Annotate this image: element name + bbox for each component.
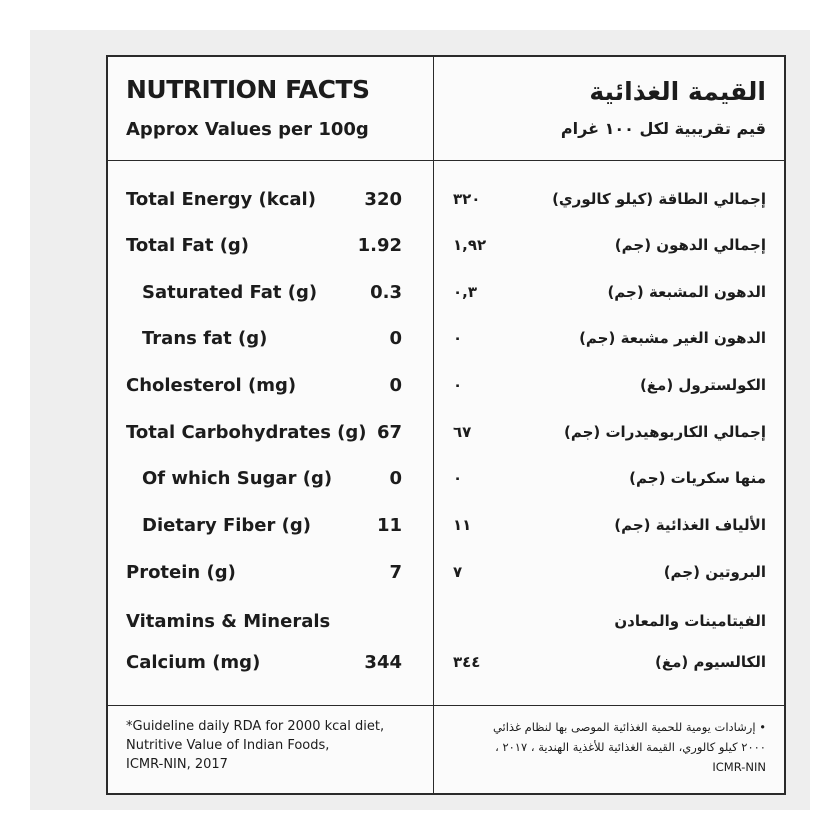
nutrient-row-carbohydrates [108,418,784,450]
nutrient-name-ar: إجمالي الكاربوهيدرات (جم) [563,423,766,441]
nutrient-name-en: Vitamins & Minerals [126,611,331,632]
nutrient-row-cholesterol [108,371,784,403]
nutrient-row-fiber [108,511,784,543]
nutrient-value-en: 0 [389,375,402,396]
nutrient-value-ar: ٠ [453,376,463,394]
nutrient-value-ar: ٠ [453,469,463,487]
nutrient-name-en: Cholesterol (mg) [126,375,297,396]
nutrient-value-en: 0.3 [370,282,402,303]
nutrient-value-ar: ٣٤٤ [453,653,481,671]
nutrient-row-calcium [108,648,784,680]
nutrient-name-ar: الدهون المشبعة (جم) [607,283,766,301]
nutrient-value-en: 0 [389,328,402,349]
nutrient-name-ar: الدهون الغير مشبعة (جم) [579,329,766,347]
nutrition-facts-label [106,55,786,795]
nutrient-value-en: 67 [376,422,402,443]
nutrient-name-en: Protein (g) [126,562,236,583]
nutrient-name-en: Trans fat (g) [142,328,268,349]
nutrient-value-ar: ٧ [453,563,463,581]
nutrient-name-ar: إجمالي الدهون (جم) [614,236,766,254]
nutrient-value-ar: ٣٢٠ [453,190,481,208]
nutrient-name-ar: الكولسترول (مغ) [639,376,766,394]
nutrient-name-en: Total Carbohydrates (g) [126,422,367,443]
nutrient-value-en: 320 [364,189,402,210]
nutrient-name-en: Calcium (mg) [126,652,261,673]
nutrient-name-en: Total Fat (g) [126,235,250,256]
nutrient-name-ar: الألياف الغذائية (جم) [614,516,766,534]
nutrient-value-ar: ٦٧ [453,423,472,441]
header-divider [108,160,784,161]
nutrient-value-en: 1.92 [357,235,402,256]
nutrient-value-ar: ٠,٣ [453,283,478,301]
footer-divider [108,705,784,706]
nutrient-name-en: Dietary Fiber (g) [142,515,311,536]
nutrient-name-ar: إجمالي الطاقة (كيلو كالوري) [552,190,766,208]
subtitle-en: Approx Values per 100g [126,119,369,140]
nutrient-name-ar: الكالسيوم (مغ) [654,653,766,671]
nutrient-name-en: Saturated Fat (g) [142,282,318,303]
nutrient-name-ar: منها سكريات (جم) [629,469,766,487]
nutrient-name-ar: الفيتامينات والمعادن [614,612,766,630]
title-ar: القيمة الغذائية [589,77,766,106]
nutrient-value-en: 7 [389,562,402,583]
nutrient-row-sugar [108,464,784,496]
nutrient-value-ar: ٠ [453,329,463,347]
nutrient-name-ar: البروتين (جم) [663,563,766,581]
subtitle-ar: قيم تقريبية لكل ١٠٠ غرام [560,119,766,138]
nutrient-value-en: 344 [364,652,402,673]
nutrient-row-protein [108,558,784,590]
footnote-ar: • إرشادات يومية للحمية الغذائية الموصى بها لنظام غذائي ٢٠٠٠ كيلو كالوري، القيمة الغذائية للأغذية الهندية ، ٢٠١٧ ، ICMR-NIN [492,720,766,774]
nutrient-value-en: 11 [376,515,402,536]
nutrient-name-en: Of which Sugar (g) [142,468,333,489]
nutrient-row-total-fat [108,231,784,263]
nutrient-row-saturated-fat [108,278,784,310]
footnote-en: *Guideline daily RDA for 2000 kcal diet, Nutritive Value of Indian Foods, ICMR-NIN, 2017 [126,719,385,772]
nutrient-name-en: Total Energy (kcal) [126,189,316,210]
nutrient-value-ar: ١١ [453,516,472,534]
nutrient-value-en: 0 [389,468,402,489]
nutrient-row-vitamins-minerals [108,607,784,639]
nutrient-row-trans-fat [108,324,784,356]
nutrient-row-energy [108,185,784,217]
nutrient-value-ar: ١,٩٢ [453,236,487,254]
title-en: NUTRITION FACTS [126,75,370,104]
